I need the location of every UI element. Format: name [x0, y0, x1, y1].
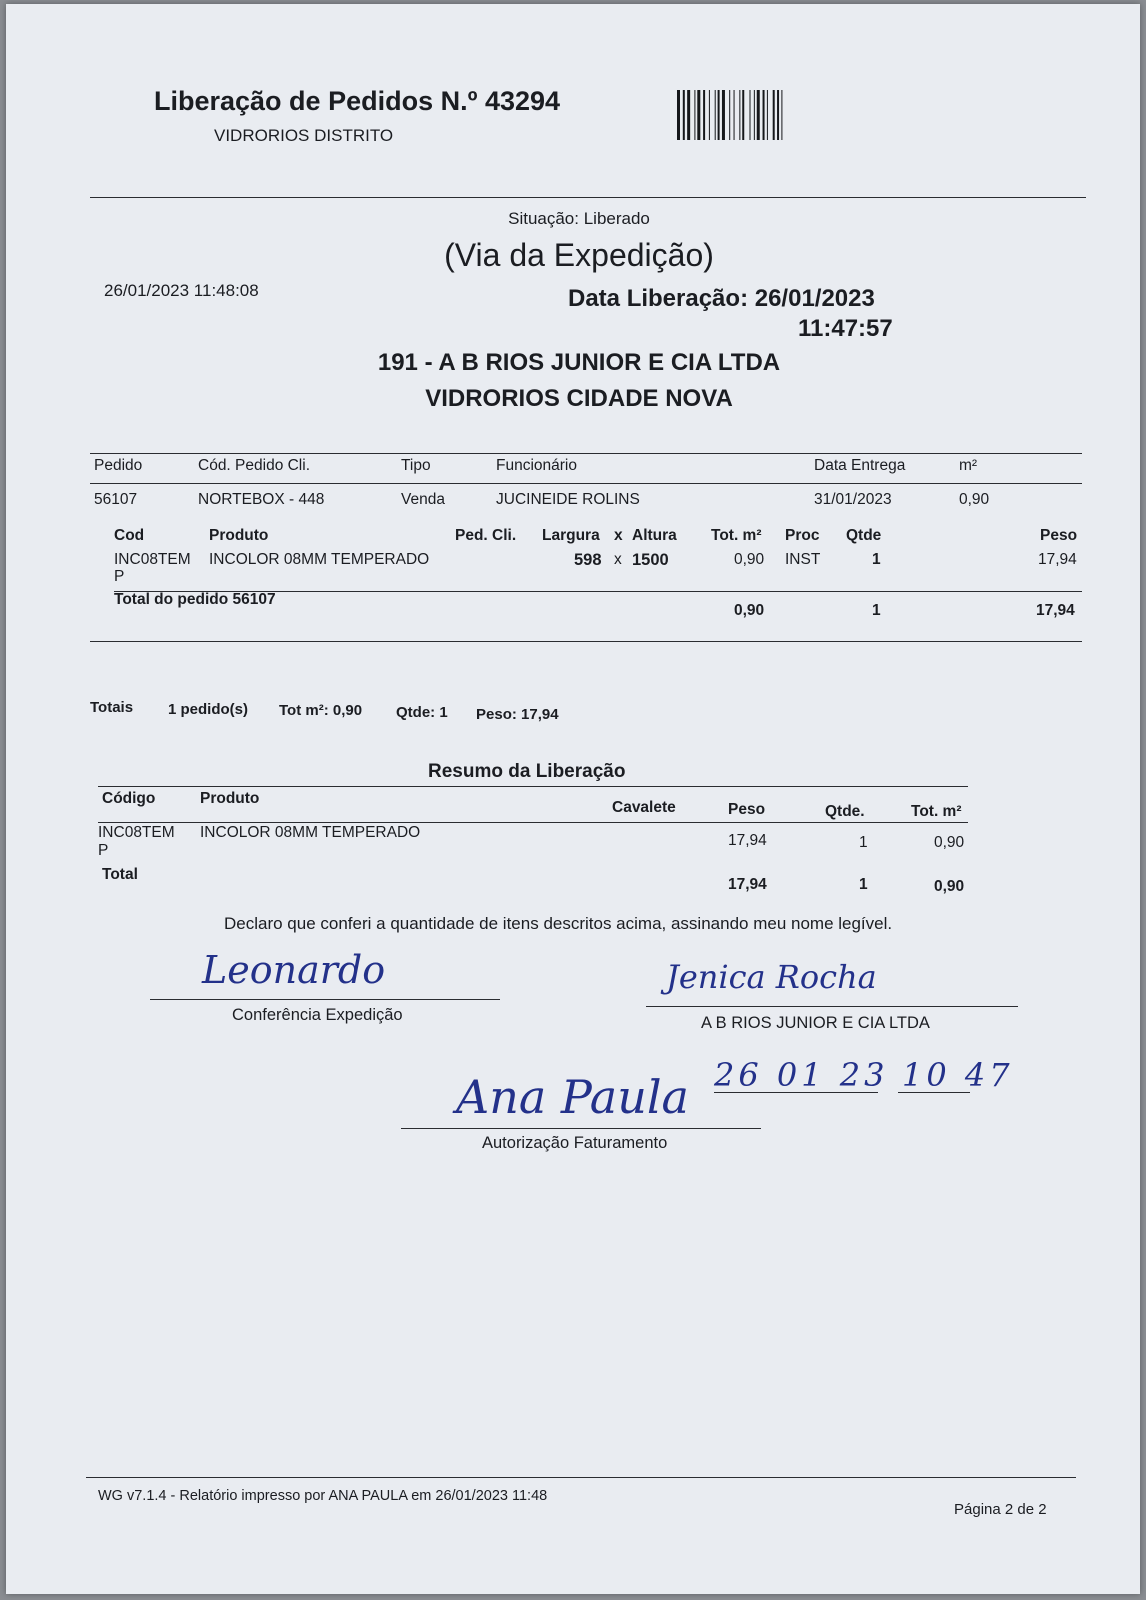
item-cod-line1: INC08TEM	[114, 551, 191, 568]
handwritten-date: 26 01 23	[714, 1056, 889, 1094]
signature-label-faturamento: Autorização Faturamento	[482, 1134, 668, 1152]
col-header-tipo: Tipo	[401, 457, 431, 474]
signature-label-cliente: A B RIOS JUNIOR E CIA LTDA	[701, 1014, 930, 1032]
item-x: x	[614, 551, 622, 568]
resumo-col-qtde: Qtde.	[825, 803, 865, 820]
document-page	[6, 4, 1140, 1594]
resumo-codigo-line2: P	[98, 842, 109, 859]
totais-peso: Peso: 17,94	[476, 706, 559, 723]
item-col-x: x	[614, 527, 623, 544]
order-data-entrega: 31/01/2023	[814, 491, 892, 508]
item-altura: 1500	[632, 551, 669, 569]
declaration-text: Declaro que conferi a quantidade de itens descritos acima, assinando meu nome legível.	[224, 914, 893, 933]
signature-line-cliente	[646, 1006, 1018, 1007]
signature-line-faturamento	[401, 1128, 761, 1129]
item-largura: 598	[574, 551, 602, 569]
item-col-qtde: Qtde	[846, 527, 882, 544]
item-col-produto: Produto	[209, 527, 269, 544]
col-header-funcionario: Funcionário	[496, 457, 577, 474]
footer-report-info: WG v7.1.4 - Relatório impresso por ANA PAULA em 26/01/2023 11:48	[98, 1488, 548, 1504]
item-col-largura: Largura	[542, 527, 600, 544]
resumo-tot-m2: 0,90	[934, 834, 965, 851]
resumo-total-tot-m2: 0,90	[934, 878, 965, 895]
signature-label-conferencia: Conferência Expedição	[232, 1006, 403, 1024]
customer-store: VIDRORIOS CIDADE NOVA	[425, 385, 733, 412]
order-table-header-rule	[90, 483, 1082, 484]
resumo-qtde: 1	[859, 834, 868, 851]
document-title: Liberação de Pedidos N.º 43294	[154, 86, 561, 116]
page-number: Página 2 de 2	[954, 1501, 1047, 1518]
release-date: Data Liberação: 26/01/2023	[568, 285, 875, 312]
order-total-peso: 17,94	[1036, 602, 1075, 619]
col-header-pedido: Pedido	[94, 457, 143, 474]
item-peso: 17,94	[1038, 551, 1077, 568]
handwritten-time: 10 47	[902, 1056, 1014, 1094]
status-situacao: Situação: Liberado	[508, 209, 650, 228]
order-pedido: 56107	[94, 491, 138, 508]
signature-faturamento: Ana Paula	[456, 1070, 689, 1124]
barcode	[677, 90, 859, 140]
order-tipo: Venda	[401, 491, 445, 508]
item-col-proc: Proc	[785, 527, 820, 544]
col-header-data-entrega: Data Entrega	[814, 457, 906, 474]
totais-qtde: Qtde: 1	[396, 704, 448, 721]
resumo-col-codigo: Código	[102, 790, 156, 807]
footer-divider	[86, 1477, 1076, 1478]
signature-conferencia: Leonardo	[202, 948, 386, 992]
branch-name: VIDRORIOS DISTRITO	[214, 126, 394, 145]
release-time: 11:47:57	[798, 315, 893, 342]
resumo-col-peso: Peso	[728, 801, 766, 818]
resumo-top-rule	[98, 786, 968, 787]
via-label: (Via da Expedição)	[444, 237, 714, 273]
resumo-title: Resumo da Liberação	[428, 761, 626, 782]
resumo-total-label: Total	[102, 866, 138, 883]
item-qtde: 1	[872, 551, 881, 568]
order-table-top-rule	[90, 453, 1082, 454]
signature-line-conferencia	[150, 999, 500, 1000]
col-header-cod-pedido-cli: Cód. Pedido Cli.	[198, 457, 311, 474]
signature-cliente: Jenica Rocha	[666, 958, 877, 996]
resumo-codigo-line1: INC08TEM	[98, 824, 175, 841]
item-produto: INCOLOR 08MM TEMPERADO	[209, 551, 430, 568]
totais-tot-m2: Tot m²: 0,90	[279, 702, 363, 719]
item-proc: INST	[785, 551, 821, 568]
time-underline	[898, 1092, 970, 1093]
item-col-ped-cli: Ped. Cli.	[455, 527, 517, 544]
print-datetime: 26/01/2023 11:48:08	[104, 281, 259, 300]
order-total-qtde: 1	[872, 602, 881, 619]
order-funcionario: JUCINEIDE ROLINS	[496, 491, 640, 508]
order-m2: 0,90	[959, 491, 990, 508]
customer-name: 191 - A B RIOS JUNIOR E CIA LTDA	[377, 349, 781, 376]
resumo-produto: INCOLOR 08MM TEMPERADO	[200, 824, 421, 841]
order-total-label: Total do pedido 56107	[114, 591, 276, 608]
resumo-col-cavalete: Cavalete	[612, 799, 676, 816]
resumo-total-peso: 17,94	[728, 876, 767, 893]
resumo-total-qtde: 1	[859, 876, 868, 893]
totais-label: Totais	[90, 699, 134, 716]
col-header-m2: m²	[959, 457, 978, 474]
resumo-col-tot-m2: Tot. m²	[911, 803, 962, 820]
header-divider	[90, 197, 1086, 198]
item-col-altura: Altura	[632, 527, 677, 544]
item-tot-m2: 0,90	[734, 551, 765, 568]
resumo-peso: 17,94	[728, 832, 767, 849]
item-cod-line2: P	[114, 568, 125, 585]
order-table-bottom-rule	[90, 641, 1082, 642]
order-cod-pedido-cli: NORTEBOX - 448	[198, 491, 325, 508]
item-col-peso: Peso	[1040, 527, 1078, 544]
order-total-m2: 0,90	[734, 602, 765, 619]
date-underline	[714, 1092, 878, 1093]
item-col-tot-m2: Tot. m²	[711, 527, 762, 544]
item-col-cod: Cod	[114, 527, 145, 544]
resumo-col-produto: Produto	[200, 790, 260, 807]
resumo-header-rule	[98, 822, 968, 823]
totais-pedidos: 1 pedido(s)	[168, 701, 249, 718]
